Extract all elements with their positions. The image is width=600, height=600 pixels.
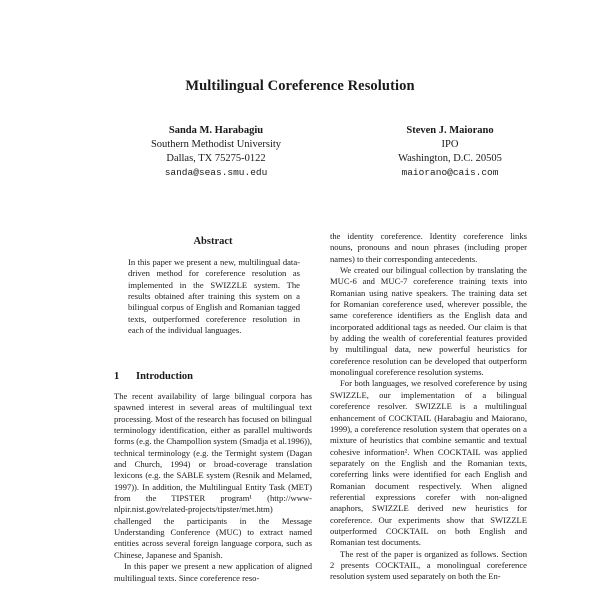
paper-title: Multilingual Coreference Resolution bbox=[185, 78, 415, 94]
author-email: sanda@seas.smu.edu bbox=[164, 167, 268, 178]
paragraph: The rest of the paper is organized as follows. Section 2 presents COCKTAIL, a monolingual coreference resolution system used separately on both the En- bbox=[330, 548, 527, 582]
paragraph: We created our bilingual collection by translating the MUC-6 and MUC-7 coreference training texts into Romanian using native speakers. The training data set for Romanian coreference used, wherever possible, the same coreference identifiers as the English data and incorporated additional tags as needed. Our claim is that by adding the wealth of coreferential features provided by multilingual data, new powerful heuristics for coreference resolution can be developed that outperform monolingual coreference resolution systems. bbox=[330, 265, 527, 378]
paragraph: the identity coreference. Identity coreference links nouns, pronouns and noun phrases (including proper names) to their corresponding antecedents. bbox=[330, 231, 527, 264]
paragraph: In this paper we present a new application of aligned multilingual texts. Since coreference reso- bbox=[114, 561, 312, 583]
section-number: 1 bbox=[114, 371, 120, 382]
author-location: Washington, D.C. 20505 bbox=[398, 153, 502, 164]
paragraph: The recent availability of large bilingual corpora has spawned interest in several areas of multilingual text processing. Most of the research has focused on bilingual terminology identification, either as parallel multiwords forms (e.g. the Champollion system (Smadja et al.1996)), technical terminology (e.g. the Termight system (Dagan and Church, 1994) or broad-coverage translation lexicons (e.g. the SABLE system (Resnik and Melamed, 1997)). In addition, the Multilingual Entity Task (MET) from the TIPSTER program¹ (http://www-nlpir.nist.gov/related-projects/tipster/met.htm) challenged the participants in the Message Understanding Conference (MUC) to extract named entities across several foreign language corpora, such as Chinese, Japanese and Spanish. bbox=[114, 391, 312, 560]
author-email: maiorano@cais.com bbox=[401, 167, 499, 178]
right-column-body bbox=[330, 231, 527, 583]
author-block-2 bbox=[330, 124, 570, 180]
author-location: Dallas, TX 75275-0122 bbox=[166, 153, 266, 164]
author-name: Steven J. Maiorano bbox=[406, 125, 494, 136]
author-block-1 bbox=[96, 124, 336, 180]
section-title: Introduction bbox=[136, 371, 193, 382]
author-affiliation: Southern Methodist University bbox=[150, 139, 282, 150]
abstract-body: In this paper we present a new, multilingual data-driven method for coreference resolution as implemented in the SWIZZLE system. The results obtained after training this system on a bilingual corpus of English and Romanian tagged texts, outperformed coreference resolution in each of the individual languages. bbox=[128, 257, 300, 336]
author-affiliation: IPO bbox=[441, 139, 459, 150]
section-heading-introduction bbox=[114, 371, 193, 382]
paragraph: For both languages, we resolved coreference by using SWIZZLE, our implementation of a bilingual coreference resolver. SWIZZLE is a multilingual enhancement of COCKTAIL (Harabagiu and Maiorano, 1999), a coreference resolution system that operates on a mixture of heuristics that combine semantic and textual cohesive information². When COCKTAIL was applied separately on the English and the Romanian texts, coreferring links were identified for each English and Romanian document respectively. When aligned referential expressions corefer with non-aligned anaphors, SWIZZLE derived new heuristics for coreference. Our experiments show that SWIZZLE outperformed COCKTAIL on both English and Romanian test documents. bbox=[330, 378, 527, 548]
abstract-heading: Abstract bbox=[193, 236, 233, 247]
author-name: Sanda M. Harabagiu bbox=[168, 125, 264, 136]
introduction-body bbox=[114, 391, 312, 584]
